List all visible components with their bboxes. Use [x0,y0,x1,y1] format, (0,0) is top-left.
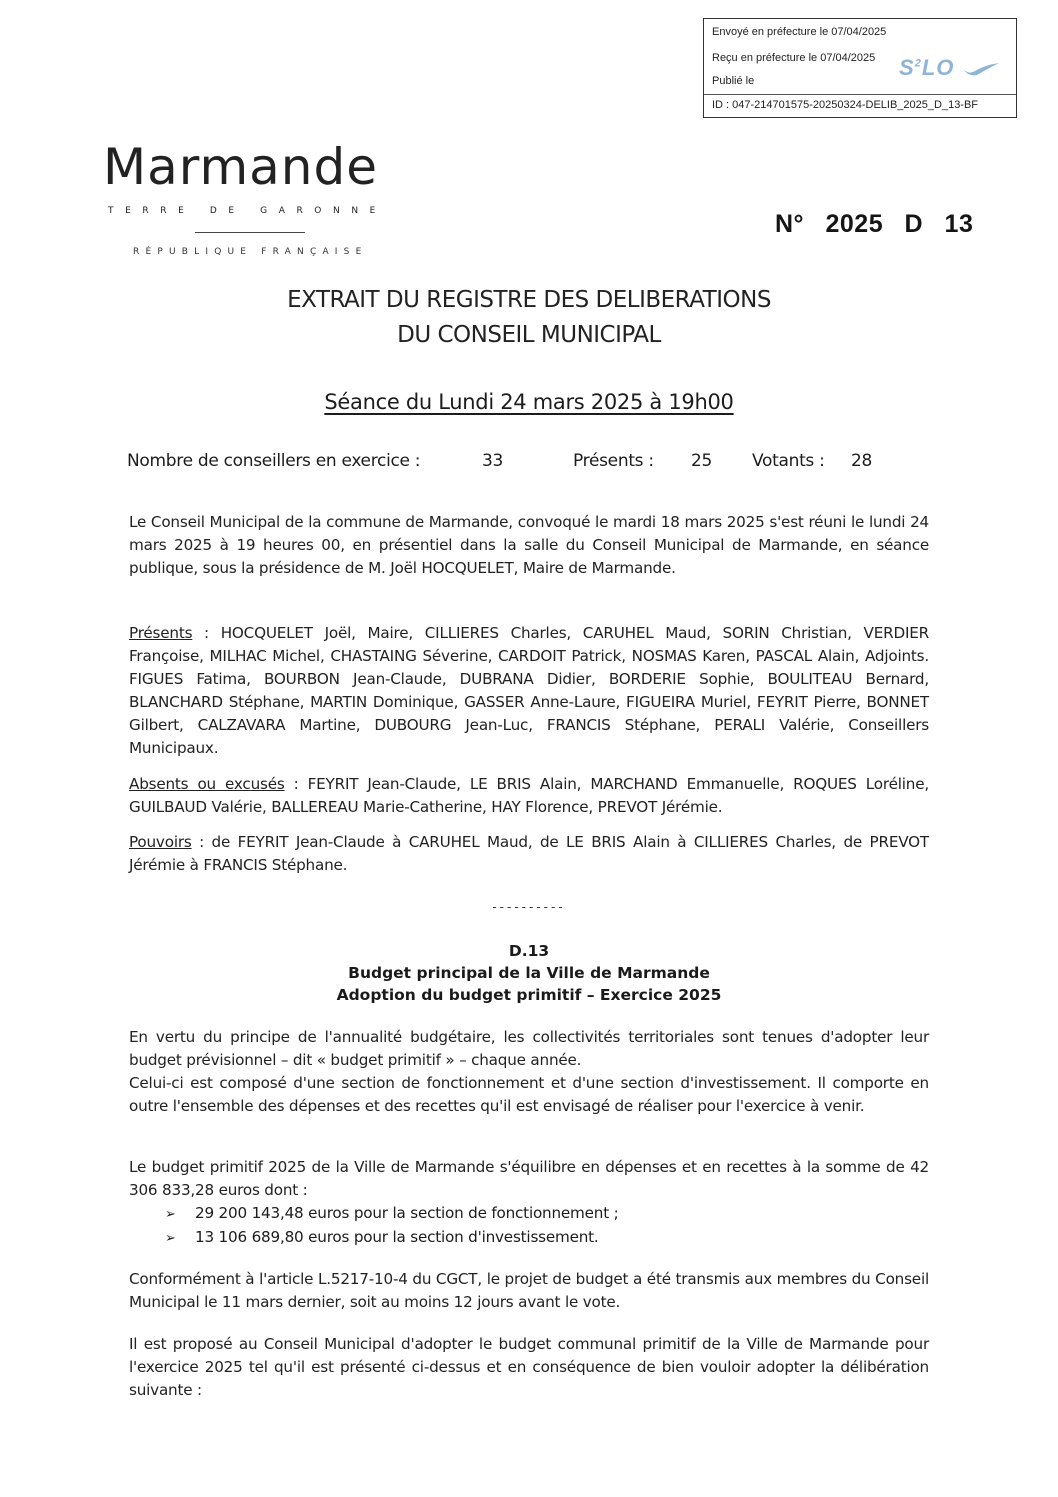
presents-value: 25 [691,451,713,471]
document-title-line2: DU CONSEIL MUNICIPAL [397,322,661,348]
votants-value: 28 [851,451,873,471]
bullet-fonctionnement: 29 200 143,48 euros pour la section de fonctionnement ; [195,1204,619,1222]
exercice-label: Nombre de conseillers en exercice : [127,451,421,471]
stamp-id: ID : 047-214701575-20250324-DELIB_2025_D_13-BF [712,99,979,111]
paragraph-budget-total: Le budget primitif 2025 de la Ville de Marmande s'équilibre en dépenses et en recettes à la somme de 42 306 833,28 euros dont : [129,1158,929,1199]
document-title-line1: EXTRAIT DU REGISTRE DES DELIBERATIONS [287,287,771,313]
s2lo-logo [899,55,954,81]
votants-label: Votants : [752,451,825,471]
deliberation-number: N° 2025 D 13 [775,210,974,238]
arrowhead-right-icon: ➢ [165,1231,176,1246]
seance-date [0,390,1058,414]
stamp-received: Reçu en préfecture le 07/04/2025 [712,52,876,64]
presents-label: Présents [129,624,193,642]
budget-breakdown-list [165,1202,619,1250]
paragraph-cgct: Conformément à l'article L.5217-10-4 du CGCT, le projet de budget a été transmis aux membres du Conseil Municipal le 11 mars dernier, soit au moins 12 jours avant le vote. [129,1270,929,1311]
prefecture-stamp [703,18,1017,118]
exercice-value: 33 [482,451,504,471]
marmande-logo-wordmark: Marmande [103,138,378,196]
check-swoosh-icon [961,61,1001,77]
stamp-sent: Envoyé en préfecture le 07/04/2025 [712,26,887,38]
absents-label: Absents ou excusés [129,775,285,793]
absents-paragraph [129,773,929,819]
list-item [165,1226,619,1250]
stamp-published: Publié le [712,75,755,87]
presents-list: : HOCQUELET Joël, Maire, CILLIERES Charles, CARUHEL Maud, SORIN Christian, VERDIER Françoise, MILHAC Michel, CHASTAING Séverine, CARDOIT Patrick, NOSMAS Karen, PASCAL Alain, Adjoints. FIGUES Fatima, BOURBON Jean-Claude, DUBRANA Didier, BORDERIE Sophie, BOULITEAU Bernard, BLANCHARD Stéphane, MARTIN Dominique, GASSER Anne-Laure, FIGUEIRA Muriel, FEYRIT Pierre, BONNET Gilbert, CALZAVARA Martine, DUBOURG Jean-Luc, FRANCIS Stéphane, PERALI Valérie, Conseillers Municipaux. [129,624,929,757]
seance-date-text: Séance du Lundi 24 mars 2025 à 19h00 [324,390,734,414]
logo-divider [195,232,305,233]
section-separator: ---------- [492,900,566,914]
pouvoirs-label: Pouvoirs [129,833,192,851]
deliberation-subtitle: Adoption du budget primitif – Exercice 2025 [336,986,722,1004]
stamp-divider [704,94,1016,95]
presents-paragraph [129,622,929,760]
list-item [165,1202,619,1226]
s2lo-lo: LO [921,55,955,80]
absents-list: : FEYRIT Jean-Claude, LE BRIS Alain, MARCHAND Emmanuelle, ROQUES Loréline, GUILBAUD Valérie, BALLEREAU Marie-Catherine, HAY Florence, PREVOT Jérémie. [129,775,929,816]
pouvoirs-paragraph [129,831,929,877]
deliberation-title: Budget principal de la Ville de Marmande [348,964,710,982]
republique-francaise-label: RÉPUBLIQUE FRANÇAISE [133,247,368,257]
bullet-investissement: 13 106 689,80 euros pour la section d'investissement. [195,1228,599,1246]
arrowhead-right-icon: ➢ [165,1207,176,1222]
intro-paragraph: Le Conseil Municipal de la commune de Marmande, convoqué le mardi 18 mars 2025 s'est réuni le lundi 24 mars 2025 à 19 heures 00, en présentiel dans la salle du Conseil Municipal de Marmande, en séance publique, sous la présidence de M. Joël HOCQUELET, Maire de Marmande. [129,513,929,577]
logo-tagline: TERRE DE GARONNE [108,206,387,216]
s2lo-s: S [899,55,915,80]
pouvoirs-list: : de FEYRIT Jean-Claude à CARUHEL Maud, de LE BRIS Alain à CILLIERES Charles, de PREVOT Jérémie à FRANCIS Stéphane. [129,833,929,874]
paragraph-annualite: En vertu du principe de l'annualité budgétaire, les collectivités territoriales sont tenues d'adopter leur budget prévisionnel – dit « budget primitif » – chaque année. [129,1028,929,1069]
s2lo-sup: 2 [914,57,922,70]
deliberation-code: D.13 [508,942,550,960]
paragraph-proposition: Il est proposé au Conseil Municipal d'adopter le budget communal primitif de la Ville de Marmande pour l'exercice 2025 tel qu'il est présenté ci-dessus et en conséquence de bien vouloir adopter la délibération suivante : [129,1335,929,1399]
presents-label: Présents : [573,451,654,471]
paragraph-composition: Celui-ci est composé d'une section de fonctionnement et d'une section d'investissement. Il comporte en outre l'ensemble des dépenses et des recettes qu'il est envisagé de réaliser pour l'exercice à venir. [129,1074,929,1115]
